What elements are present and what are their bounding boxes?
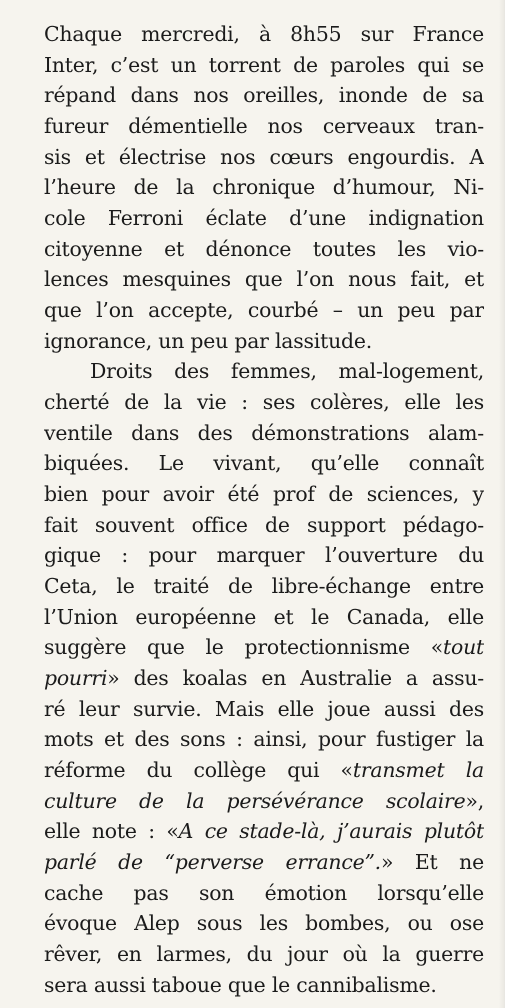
- italic-quote-segment: pourri: [44, 666, 108, 691]
- text-segment: cherté de la vie : ses colères, elle les: [44, 390, 484, 415]
- article-line: [44, 632, 484, 663]
- article-line: [44, 356, 484, 387]
- text-segment: fait souvent office de support pédago-: [44, 512, 484, 537]
- article-line: [44, 142, 484, 173]
- article-line: [44, 172, 484, 203]
- text-segment: suggère que le protectionnisme «: [44, 635, 443, 660]
- italic-quote-segment: tout: [443, 635, 484, 660]
- text-segment: cache pas son émotion lorsqu’elle: [44, 880, 484, 905]
- article-line: [44, 724, 484, 755]
- text-segment: évoque Alep sous les bombes, ou ose: [44, 911, 484, 936]
- text-segment: ignorance, un peu par lassitude.: [44, 328, 373, 353]
- article-line: [44, 479, 484, 510]
- article-line: [44, 939, 484, 970]
- text-segment: biquées. Le vivant, qu’elle connaît: [44, 451, 484, 476]
- article-line: [44, 448, 484, 479]
- article-line: [44, 234, 484, 265]
- page-edge-shadow: [499, 0, 505, 1008]
- text-segment: bien pour avoir été prof de sciences, y: [44, 482, 484, 507]
- article-line: [44, 80, 484, 111]
- article-line: [44, 326, 484, 357]
- text-segment: l’heure de la chronique d’humour, Ni-: [44, 175, 484, 200]
- text-segment: ventile dans des démonstrations alam-: [44, 420, 484, 445]
- article-line: [44, 203, 484, 234]
- text-segment: réforme du collège qui «: [44, 758, 353, 783]
- article-line: [44, 540, 484, 571]
- italic-quote-segment: parlé de “perverse errance”.: [44, 850, 381, 875]
- text-segment: lences mesquines que l’on nous fait, et: [44, 267, 484, 292]
- text-segment: ré leur survie. Mais elle joue aussi des: [44, 696, 484, 721]
- text-segment: fureur démentielle nos cerveaux tran-: [44, 114, 484, 139]
- text-segment: Chaque mercredi, à 8h55 sur France: [44, 22, 484, 46]
- article-line: [44, 387, 484, 418]
- article-line: [44, 295, 484, 326]
- italic-quote-segment: A ce stade-là, j’aurais plutôt: [178, 819, 484, 844]
- article-line: [44, 571, 484, 602]
- article-line: [44, 908, 484, 939]
- article-column: [44, 19, 484, 1001]
- text-segment: »,: [465, 788, 484, 813]
- article-line: [44, 847, 484, 878]
- article-line: [44, 418, 484, 449]
- text-segment: citoyenne et dénonce toutes les vio-: [44, 236, 484, 261]
- text-segment: » Et ne: [380, 850, 484, 875]
- text-segment: rêver, en larmes, du jour où la guerre: [44, 942, 484, 967]
- article-line: [44, 663, 484, 694]
- text-segment: que l’on accepte, courbé – un peu par: [44, 298, 484, 323]
- text-segment: sera aussi taboue que le cannibalisme.: [44, 972, 437, 997]
- text-segment: Droits des femmes, mal-logement,: [90, 359, 484, 384]
- article-line: [44, 510, 484, 541]
- text-segment: sis et électrise nos cœurs engourdis. A: [44, 144, 484, 169]
- text-segment: Inter, c’est un torrent de paroles qui se: [44, 52, 484, 77]
- text-segment: mots et des sons : ainsi, pour fustiger la: [44, 727, 484, 752]
- text-segment: cole Ferroni éclate d’une indignation: [44, 206, 484, 231]
- article-line: [44, 50, 484, 81]
- article-line: [44, 264, 484, 295]
- italic-quote-segment: transmet la: [352, 758, 484, 783]
- article-line: [44, 694, 484, 725]
- article-line: [44, 602, 484, 633]
- italic-quote-segment: culture de la persévérance scolaire: [44, 788, 466, 813]
- article-line: [44, 111, 484, 142]
- article-line: [44, 755, 484, 786]
- article-line: [44, 816, 484, 847]
- text-segment: Ceta, le traité de libre-échange entre: [44, 574, 484, 599]
- article-line: [44, 878, 484, 909]
- text-segment: l’Union européenne et le Canada, elle: [44, 604, 484, 629]
- article-line: [44, 19, 484, 50]
- article-line: [44, 970, 484, 1001]
- text-segment: répand dans nos oreilles, inonde de sa: [44, 83, 484, 108]
- text-segment: gique : pour marquer l’ouverture du: [44, 543, 484, 568]
- text-segment: elle note : «: [44, 819, 179, 844]
- text-segment: » des koalas en Australie a assu-: [107, 666, 484, 691]
- article-line: [44, 786, 484, 817]
